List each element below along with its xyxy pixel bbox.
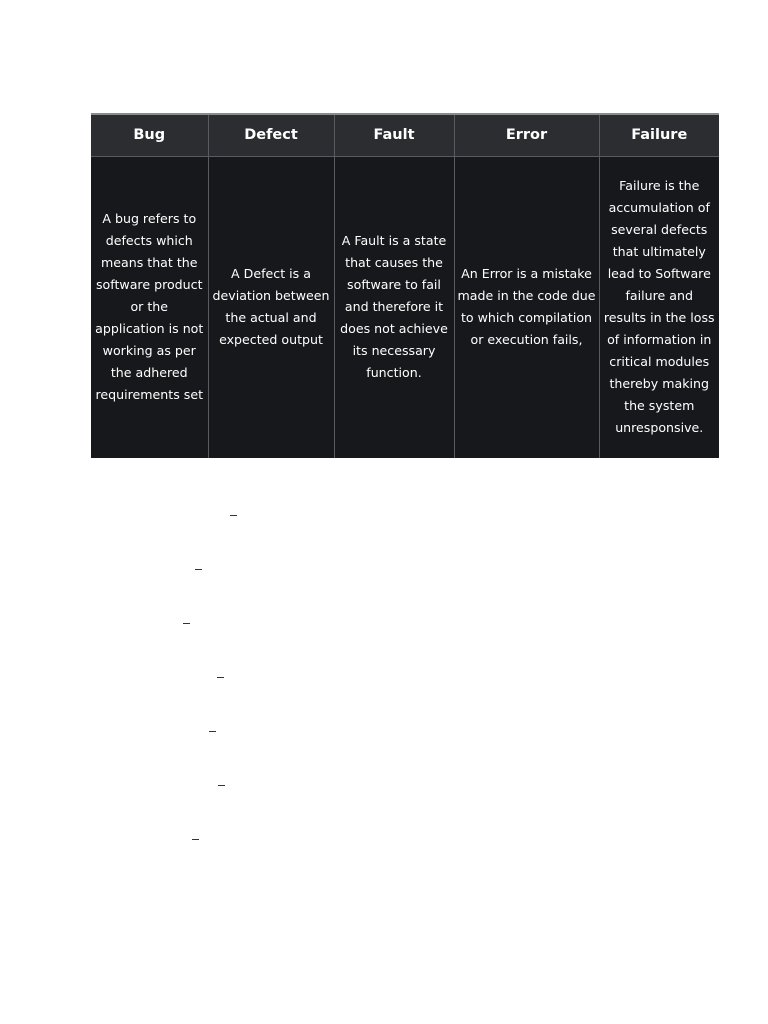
header-error: Error — [454, 114, 599, 156]
cell-failure: Failure is the accumulation of several defects that ultimately lead to Software failure and results in the loss of information in critical modules thereby making the system unresponsive. — [599, 156, 719, 458]
dash-mark — [192, 839, 199, 840]
table-header-row — [91, 114, 719, 156]
cell-error: An Error is a mistake made in the code due to which compilation or execution fails, — [454, 156, 599, 458]
dash-mark — [183, 623, 190, 624]
cell-defect: A Defect is a deviation between the actual and expected output — [208, 156, 334, 458]
cell-fault: A Fault is a state that causes the software to fail and therefore it does not achieve its necessary function. — [334, 156, 454, 458]
dash-mark — [230, 515, 237, 516]
header-fault: Fault — [334, 114, 454, 156]
header-bug: Bug — [91, 114, 208, 156]
header-defect: Defect — [208, 114, 334, 156]
header-failure: Failure — [599, 114, 719, 156]
dash-mark — [195, 569, 202, 570]
comparison-table — [91, 113, 719, 458]
cell-bug: A bug refers to defects which means that the software product or the application is not working as per the adhered requirements set — [95, 211, 204, 403]
dash-mark — [218, 785, 225, 786]
dash-mark — [217, 677, 224, 678]
dash-mark — [209, 731, 216, 732]
table-row — [91, 156, 719, 458]
